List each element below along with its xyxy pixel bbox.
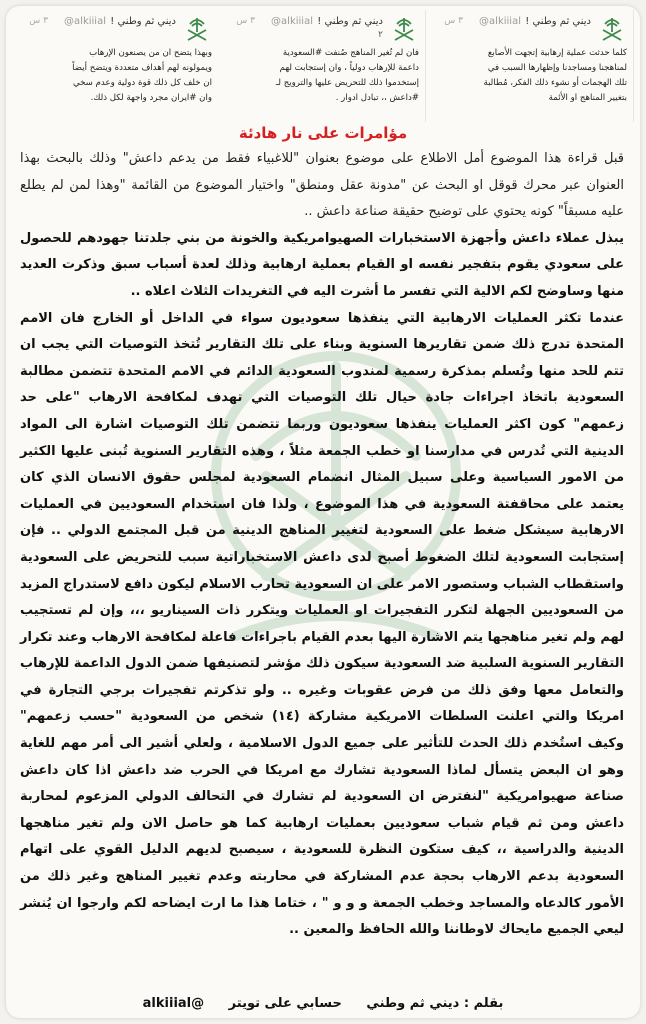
document-page	[6, 6, 640, 1018]
tweet-line: تلك الهجمات أو نشوء ذلك الفكر، مُطالبة	[483, 78, 627, 88]
tweet-author-handle[interactable]: @alkiiial	[64, 16, 106, 27]
tweets-row	[14, 10, 634, 130]
tweet-line: إستخدموا ذلك للتحريض عليها والترويج لـ	[275, 78, 419, 88]
tweet-author-handle[interactable]: @alkiiial	[271, 16, 313, 27]
signature-author: بقلم : ديني ثم وطني	[366, 996, 504, 1011]
tweet-line: ان خلف كل ذلك قوة دولية وعدم سخي	[72, 78, 212, 88]
tweet-line: ويمولونه لهم أهداف متعددة ويتضح أيضاً	[72, 63, 212, 73]
tweet-line: فان لم تُغير المناهج صُنفت #السعودية	[282, 48, 419, 58]
palm-swords-logo-icon	[597, 14, 627, 44]
article-body	[20, 146, 624, 944]
tweet-card[interactable]	[219, 10, 426, 122]
tweet-line: داعمة للإرهاب دولياً ، وان إستجابت لهم	[279, 63, 419, 73]
tweet-line: كلما حدثت عملية إرهابية إتجهت الأصابع	[487, 48, 627, 58]
palm-swords-logo-icon	[389, 14, 419, 44]
tweet-line: لمناهجنا ومساجدنا وإظهارها السبب في	[487, 63, 627, 73]
article-title: مؤامرات على نار هادئة	[238, 124, 408, 142]
tweet-line: وان #ايران مجرد واجهة لكل ذلك.	[90, 93, 212, 103]
article-paragraph: يبذل عملاء داعش وأجهزة الاستخبارات الصهيوامريكية والخونة من بني جلدتنا جهودهم للحصول على سعودي يقوم بتفجير نفسه او القيام بعملية ارهابية وذلك لعدة أسباب سبق وذكرت العديد منها وساوضح لكم الالية التي تفسر ما أشرت اليه في التغريدات الثلاث اعلاه ..	[20, 230, 624, 299]
tweet-time: ٣ س	[236, 16, 255, 26]
tweet-author-name[interactable]: ديني ثم وطني !	[525, 16, 591, 27]
tweet-time: ٣ س	[29, 16, 48, 26]
tweet-line: وبهذا يتضح ان من يصنعون الإرهاب	[89, 48, 212, 58]
tweet-card[interactable]	[427, 10, 634, 122]
tweet-text	[219, 46, 425, 106]
tweet-text	[14, 46, 218, 106]
signature	[6, 996, 640, 1011]
tweet-time: ٣ س	[444, 16, 463, 26]
palm-swords-logo-icon	[182, 14, 212, 44]
tweet-card[interactable]	[14, 10, 218, 122]
tweet-author-handle[interactable]: @alkiiial	[479, 16, 521, 27]
tweet-text	[427, 46, 633, 106]
tweet-thread-number: ٢	[378, 30, 383, 40]
signature-twitter-handle[interactable]: @alkiiial	[142, 996, 205, 1011]
tweet-author-name[interactable]: ديني ثم وطني !	[317, 16, 383, 27]
signature-twitter-label: حسابي على تويتر	[228, 996, 342, 1011]
tweet-line: بتغيير المناهج او الأئمة	[548, 93, 627, 103]
article-paragraph: قبل قراءة هذا الموضوع أمل الاطلاع على موضوع بعنوان "للاغبياء فقط من يدعم داعش" وذلك بالبحث بهذا العنوان عبر محرك قوقل او البحث عن "مدونة عقل ومنطق" واختيار الموضوع من القائمة "وهذا لمن لم يطلع عليه مسبقاً" كونه يحتوي على توضيح حقيقة صناعة داعش ..	[20, 151, 624, 220]
article-paragraph: عندما تكثر العمليات الارهابية التي ينفذها سعوديون سواء في الداخل أو الخارج فان الامم المتحدة تدرج ذلك ضمن تقاريرها السنوية وبناء على تلك التقارير تُتخذ التوصيات التي يجب ان تتم للحد منها وتُسلم بمذكرة رسمية لمندوب السعودية الدائم في الامم المتحدة تتضمن مطالبة السعودية باتخاذ اجراءات جادة حيال تلك التوصيات التي تهدف لمكافحة الارهاب "على حد زعمهم" كون اكثر العمليات ينفذها سعوديون وربما تتضمن تلك التوصيات اشارة الى المواد الدينية التي تُدرس في مدارسنا او خطب الجمعة مثلاً ، وهذه التقارير السنوية تُبنى عليها الكثير من الامور السياسية وعلى سبيل المثال انضمام السعودية لمجلس حقوق الانسان الذي كان يعتمد على محاقفتة السعودية في هذا الموضوع ، ولذا فان استخدام السعوديين في العمليات الارهابية سيشكل ضغط على السعودية لتغيير المناهج الدينية من قبل المجتمع الدولي .. فإن إستجابت السعودية لتلك الضغوط أصبح لدى داعش الاستخباراتية سبب للتحريض على السعودية واستقطاب الشباب وستصور الامر على ان السعودية تحارب الاسلام ليكون دافع لاستدراج المزيد من السعوديين الجهلة لتكرر التفجيرات او العمليات ويتكرر ذات السيناريو ،،، وإن لم تستجيب لهم ولم تغير مناهجها يتم الاشارة اليها بعدم القيام باجراءات فاعلة لمكافحة الارهاب وعند تكرار التقارير السنوية السلبية ضد السعودية سيكون ذلك مؤشر لتصنيفها ضمن الدول الداعمة للإرهاب والتعامل معها وفق ذلك من فرض عقوبات وغيره .. ولو تذكرتم تفجيرات برجي التجارة في امريكا والتي اعلنت السلطات الامريكية مشاركة (١٤) شخص من السعودية "حسب زعمهم" وكيف استُخدم ذلك الحدث للتأثير على جميع الدول الاسلامية ، ولعلي أشير الى أمر مهم للغاية وهو ان البعض يتسأل لماذا السعودية تشارك مع امريكا في الحرب ضد داعش اذا كان داعش صناعة صهيوامريكية "لنفترض ان السعودية لم تشارك في التحالف الدولي المزعوم لمحاربة داعش ومن ثم قيام شباب سعوديين بعمليات ارهابية كما هو حاصل الان ولم تغير مناهجها الدينية والدراسية ،، كيف ستكون النظرة للسعودية ، سيصبح لديهم الدليل القوي على اتهام السعودية بدعم الارهاب بحجة عدم المشاركة في محاربته وعدم تغيير المناهج وغير ذلك من الأمور كالدعاه والمساجد وخطب الجمعة و و و " ، ختاما هذا ما ارت ايضاحه لكم وارجوا ان يُنشر ليعي الجميع مايحاك لاوطاننا والله الحافظ والمعين ..	[20, 310, 624, 938]
tweet-line: #داعش ،، تبادل ادوار .	[335, 93, 419, 103]
tweet-author-name[interactable]: ديني ثم وطني !	[110, 16, 176, 27]
